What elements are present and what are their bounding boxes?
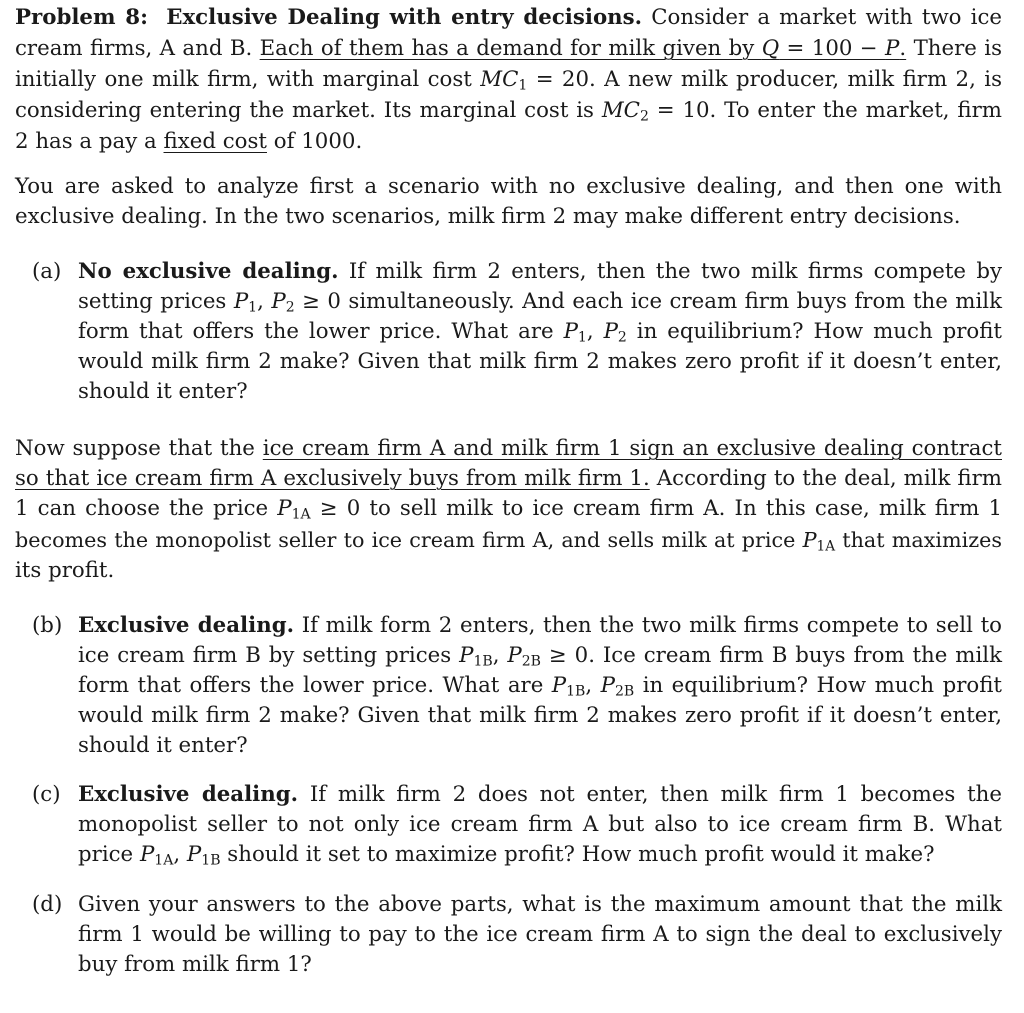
part-b-line-5: should it enter? — [78, 733, 248, 758]
part-a-label: (a) — [32, 259, 62, 284]
part-a-line-3: form that offers the lower price. What are $P_1$, $P_2$ in equilibrium? How much profit — [78, 319, 1002, 346]
problem-number: Problem 8: — [15, 5, 148, 30]
part-b-line-4: would milk firm 2 make? Given that milk firm 2 makes zero profit if it doesn’t enter, — [78, 703, 1002, 728]
para3-line-3: 1 can choose the price $P_{1A} \ge 0$ to sell milk to ice cream firm A. In this case, milk firm 1 — [15, 496, 1002, 523]
part-b-line-2: ice cream firm B by setting prices $P_{1B}$, $P_{2B} \ge 0$. Ice cream firm B buys from the milk — [78, 643, 1002, 670]
part-d-line-1: Given your answers to the above parts, what is the maximum amount that the milk — [78, 892, 1002, 917]
part-a-line-2: setting prices $P_1$, $P_2 \ge 0$ simultaneously. And each ice cream firm buys from the milk — [78, 289, 1003, 316]
intro-line-5: 2 has a pay a fixed cost of 1000. — [15, 129, 363, 154]
fixed-cost-term: fixed cost — [163, 129, 267, 154]
para3-line-5: its profit. — [15, 558, 115, 583]
exclusive-contract-phrase: ice cream firm A and milk firm 1 sign an exclusive dealing contract — [262, 436, 1002, 461]
part-c-line-2: monopolist seller to not only ice cream firm A but also to ice cream firm B. What — [78, 812, 1002, 837]
part-c-line-3: price $P_{1A}$, $P_{1B}$ should it set to maximize profit? How much profit would it make? — [78, 842, 935, 869]
part-a-heading: No exclusive dealing. — [78, 259, 339, 284]
para2-line-2: exclusive dealing. In the two scenarios, milk firm 2 may make different entry decisions. — [15, 204, 961, 229]
intro-line-3: initially one milk firm, with marginal cost $MC_1 = 20$. A new milk producer, milk firm 2, is — [15, 67, 1003, 94]
part-d-label: (d) — [32, 892, 63, 917]
part-b-label: (b) — [32, 613, 63, 638]
part-d-line-3: buy from milk firm 1? — [78, 952, 312, 977]
para3-line-1: Now suppose that the ice cream firm A and milk firm 1 sign an exclusive dealing contract — [15, 436, 1002, 461]
part-c-line-1: Exclusive dealing. If milk firm 2 does not enter, then milk firm 1 becomes the — [78, 782, 1002, 807]
intro-line-2: cream firms, A and B. Each of them has a demand for milk given by Q = 100 − P. There is — [15, 36, 1002, 61]
part-c-label: (c) — [32, 782, 61, 807]
part-c-heading: Exclusive dealing. — [78, 782, 299, 807]
demand-statement: Each of them has a demand for milk given by Q = 100 − P. — [259, 36, 907, 61]
intro-line-1: Problem 8: Exclusive Dealing with entry decisions. Consider a market with two ice — [15, 5, 1002, 30]
part-b-line-1: Exclusive dealing. If milk form 2 enters, then the two milk firms compete to sell to — [78, 613, 1002, 638]
exclusive-buy-phrase: so that ice cream firm A exclusively buys from milk firm 1. — [15, 466, 650, 491]
problem-title: Exclusive Dealing with entry decisions. — [166, 5, 643, 30]
para3-line-4: becomes the monopolist seller to ice cream firm A, and sells milk at price $P_{1A}$ that maximizes — [15, 528, 1002, 555]
part-b-heading: Exclusive dealing. — [78, 613, 295, 638]
para3-line-2: so that ice cream firm A exclusively buys from milk firm 1. According to the deal, milk firm — [15, 466, 1003, 491]
intro-line-4: considering entering the market. Its marginal cost is $MC_2 = 10$. To enter the market, firm — [15, 98, 1002, 125]
part-b-line-3: form that offers the lower price. What are $P_{1B}$, $P_{2B}$ in equilibrium? How much profit — [78, 673, 1002, 700]
part-a-line-4: would milk firm 2 make? Given that milk firm 2 makes zero profit if it doesn’t enter, — [78, 349, 1002, 374]
part-d-line-2: firm 1 would be willing to pay to the ice cream firm A to sign the deal to exclusively — [78, 922, 1002, 947]
para2-line-1: You are asked to analyze first a scenario with no exclusive dealing, and then one with — [15, 174, 1002, 199]
part-a-line-1: No exclusive dealing. If milk firm 2 enters, then the two milk firms compete by — [78, 259, 1002, 284]
part-a-line-5: should it enter? — [78, 379, 248, 404]
